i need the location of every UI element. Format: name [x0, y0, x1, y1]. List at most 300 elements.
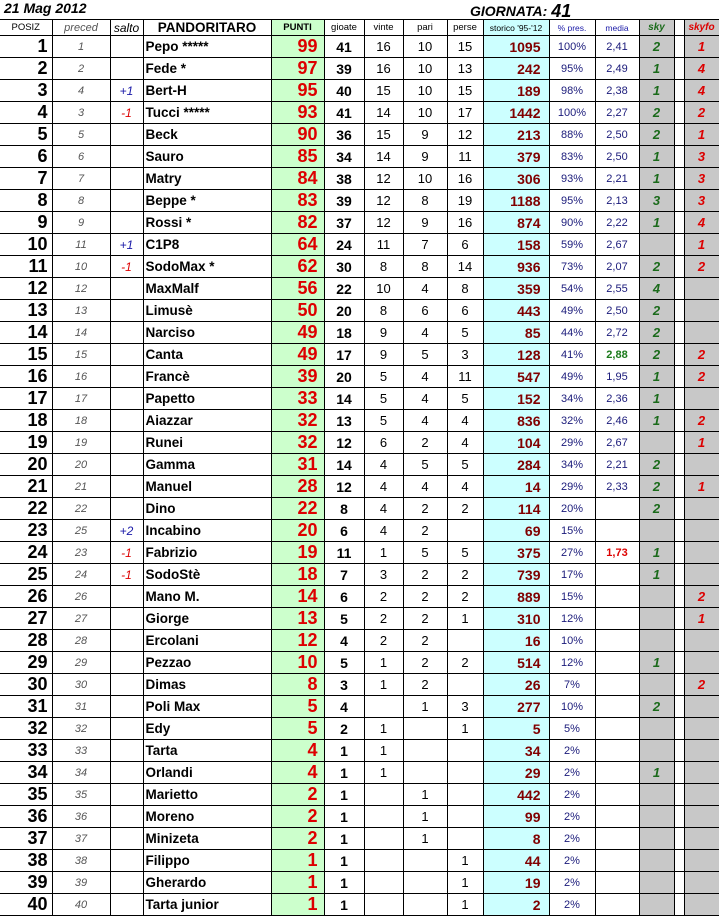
media-cell: 2,13 [595, 190, 639, 212]
name-cell: Marietto [143, 784, 271, 806]
salto-cell [110, 410, 143, 432]
media-cell: 2,33 [595, 476, 639, 498]
storico-cell: 242 [483, 58, 549, 80]
perse-cell: 5 [447, 454, 483, 476]
salto-cell [110, 146, 143, 168]
storico-cell: 99 [483, 806, 549, 828]
gap-cell [674, 630, 684, 652]
position-cell: 3 [0, 80, 52, 102]
gioate-cell: 4 [324, 630, 364, 652]
gioate-cell: 6 [324, 520, 364, 542]
vinte-cell: 12 [364, 212, 403, 234]
pari-cell: 2 [403, 564, 447, 586]
col-pari: pari [403, 20, 447, 36]
media-cell: 2,41 [595, 36, 639, 58]
preced-cell: 5 [52, 124, 110, 146]
media-cell: 2,07 [595, 256, 639, 278]
vinte-cell [364, 784, 403, 806]
punti-cell: 56 [271, 278, 324, 300]
table-row [0, 300, 719, 322]
gioate-cell: 39 [324, 58, 364, 80]
punti-cell: 12 [271, 630, 324, 652]
skyfo-cell: 1 [684, 476, 719, 498]
skyfo-cell: 1 [684, 608, 719, 630]
perse-cell [447, 784, 483, 806]
sky-cell: 1 [639, 80, 674, 102]
name-cell: Francè [143, 366, 271, 388]
preced-cell: 7 [52, 168, 110, 190]
gap-cell [674, 696, 684, 718]
name-cell: SodoMax * [143, 256, 271, 278]
pres-cell: 10% [549, 696, 595, 718]
pari-cell: 8 [403, 190, 447, 212]
gap-cell [674, 850, 684, 872]
position-cell: 14 [0, 322, 52, 344]
preced-cell: 39 [52, 872, 110, 894]
gioate-cell: 5 [324, 652, 364, 674]
giornata-number: 41 [551, 1, 572, 21]
skyfo-cell [684, 740, 719, 762]
pres-cell: 49% [549, 366, 595, 388]
name-cell: Gamma [143, 454, 271, 476]
vinte-cell [364, 806, 403, 828]
col-name: PANDORITARO [143, 20, 271, 36]
skyfo-cell: 2 [684, 674, 719, 696]
name-cell: MaxMalf [143, 278, 271, 300]
sky-cell [639, 630, 674, 652]
position-cell: 19 [0, 432, 52, 454]
preced-cell: 29 [52, 652, 110, 674]
perse-cell: 2 [447, 564, 483, 586]
salto-cell [110, 674, 143, 696]
name-cell: Matry [143, 168, 271, 190]
punti-cell: 28 [271, 476, 324, 498]
position-cell: 33 [0, 740, 52, 762]
media-cell: 2,27 [595, 102, 639, 124]
pres-cell: 29% [549, 432, 595, 454]
table-row [0, 696, 719, 718]
perse-cell: 6 [447, 234, 483, 256]
name-cell: C1P8 [143, 234, 271, 256]
storico-cell: 189 [483, 80, 549, 102]
skyfo-cell [684, 542, 719, 564]
pari-cell: 9 [403, 124, 447, 146]
table-row [0, 344, 719, 366]
preced-cell: 30 [52, 674, 110, 696]
gap-cell [674, 476, 684, 498]
pari-cell: 4 [403, 366, 447, 388]
perse-cell [447, 630, 483, 652]
gap-cell [674, 168, 684, 190]
position-cell: 12 [0, 278, 52, 300]
preced-cell: 23 [52, 542, 110, 564]
pres-cell: 12% [549, 652, 595, 674]
preced-cell: 13 [52, 300, 110, 322]
table-row [0, 476, 719, 498]
sky-cell [639, 608, 674, 630]
table-row [0, 520, 719, 542]
punti-cell: 62 [271, 256, 324, 278]
gap-cell [674, 80, 684, 102]
gioate-cell: 1 [324, 894, 364, 916]
pres-cell: 59% [549, 234, 595, 256]
gioate-cell: 12 [324, 432, 364, 454]
media-cell: 2,50 [595, 124, 639, 146]
pres-cell: 34% [549, 388, 595, 410]
media-cell: 2,50 [595, 300, 639, 322]
gioate-cell: 1 [324, 828, 364, 850]
punti-cell: 85 [271, 146, 324, 168]
sky-cell: 3 [639, 190, 674, 212]
salto-cell: -1 [110, 564, 143, 586]
preced-cell: 28 [52, 630, 110, 652]
storico-cell: 836 [483, 410, 549, 432]
salto-cell: +2 [110, 520, 143, 542]
gioate-cell: 34 [324, 146, 364, 168]
salto-cell [110, 872, 143, 894]
media-cell [595, 652, 639, 674]
pres-cell: 44% [549, 322, 595, 344]
table-row [0, 212, 719, 234]
table-row [0, 102, 719, 124]
perse-cell [447, 740, 483, 762]
perse-cell: 15 [447, 80, 483, 102]
storico-cell: 443 [483, 300, 549, 322]
storico-cell: 104 [483, 432, 549, 454]
position-cell: 9 [0, 212, 52, 234]
salto-cell [110, 388, 143, 410]
sky-cell: 1 [639, 388, 674, 410]
punti-cell: 32 [271, 410, 324, 432]
preced-cell: 18 [52, 410, 110, 432]
storico-cell: 936 [483, 256, 549, 278]
position-cell: 6 [0, 146, 52, 168]
perse-cell: 4 [447, 410, 483, 432]
vinte-cell [364, 894, 403, 916]
salto-cell: -1 [110, 542, 143, 564]
position-cell: 28 [0, 630, 52, 652]
storico-cell: 5 [483, 718, 549, 740]
preced-cell: 38 [52, 850, 110, 872]
gioate-cell: 20 [324, 300, 364, 322]
pari-cell: 10 [403, 36, 447, 58]
pari-cell: 2 [403, 652, 447, 674]
sky-cell: 1 [639, 58, 674, 80]
punti-cell: 99 [271, 36, 324, 58]
skyfo-cell: 3 [684, 190, 719, 212]
media-cell: 2,38 [595, 80, 639, 102]
vinte-cell: 14 [364, 146, 403, 168]
pres-cell: 32% [549, 410, 595, 432]
position-cell: 15 [0, 344, 52, 366]
perse-cell: 1 [447, 850, 483, 872]
vinte-cell: 2 [364, 608, 403, 630]
position-cell: 24 [0, 542, 52, 564]
sky-cell [639, 872, 674, 894]
vinte-cell [364, 696, 403, 718]
name-cell: Rossi * [143, 212, 271, 234]
salto-cell: +1 [110, 234, 143, 256]
perse-cell [447, 674, 483, 696]
sky-cell [639, 718, 674, 740]
gioate-cell: 7 [324, 564, 364, 586]
salto-cell [110, 630, 143, 652]
position-cell: 25 [0, 564, 52, 586]
pres-cell: 27% [549, 542, 595, 564]
position-cell: 26 [0, 586, 52, 608]
skyfo-cell: 2 [684, 102, 719, 124]
media-cell [595, 586, 639, 608]
gap-cell [674, 366, 684, 388]
pari-cell: 5 [403, 344, 447, 366]
skyfo-cell [684, 828, 719, 850]
sky-cell: 2 [639, 476, 674, 498]
punti-cell: 32 [271, 432, 324, 454]
gioate-cell: 6 [324, 586, 364, 608]
preced-cell: 20 [52, 454, 110, 476]
punti-cell: 10 [271, 652, 324, 674]
pres-cell: 2% [549, 762, 595, 784]
skyfo-cell [684, 564, 719, 586]
sky-cell [639, 520, 674, 542]
preced-cell: 15 [52, 344, 110, 366]
perse-cell: 1 [447, 718, 483, 740]
table-row [0, 586, 719, 608]
col-punti: PUNTI [271, 20, 324, 36]
position-cell: 8 [0, 190, 52, 212]
sky-cell: 2 [639, 36, 674, 58]
storico-cell: 442 [483, 784, 549, 806]
gap-cell [674, 586, 684, 608]
vinte-cell: 12 [364, 168, 403, 190]
name-cell: Fede * [143, 58, 271, 80]
perse-cell: 1 [447, 608, 483, 630]
gap-cell [674, 894, 684, 916]
sky-cell: 1 [639, 410, 674, 432]
name-cell: Papetto [143, 388, 271, 410]
media-cell [595, 608, 639, 630]
standings-table [0, 19, 719, 916]
name-cell: Beck [143, 124, 271, 146]
name-cell: Fabrizio [143, 542, 271, 564]
gioate-cell: 1 [324, 784, 364, 806]
media-cell [595, 872, 639, 894]
preced-cell: 3 [52, 102, 110, 124]
salto-cell [110, 278, 143, 300]
punti-cell: 2 [271, 828, 324, 850]
name-cell: Poli Max [143, 696, 271, 718]
gap-cell [674, 872, 684, 894]
pari-cell [403, 872, 447, 894]
storico-cell: 19 [483, 872, 549, 894]
skyfo-cell [684, 762, 719, 784]
pari-cell: 2 [403, 520, 447, 542]
gap-cell [674, 300, 684, 322]
vinte-cell [364, 828, 403, 850]
gioate-cell: 1 [324, 762, 364, 784]
perse-cell: 12 [447, 124, 483, 146]
perse-cell: 16 [447, 212, 483, 234]
salto-cell [110, 784, 143, 806]
page-header [0, 0, 719, 19]
table-row [0, 168, 719, 190]
vinte-cell: 9 [364, 322, 403, 344]
sky-cell: 2 [639, 454, 674, 476]
salto-cell [110, 58, 143, 80]
position-cell: 36 [0, 806, 52, 828]
preced-cell: 6 [52, 146, 110, 168]
media-cell: 2,36 [595, 388, 639, 410]
position-cell: 7 [0, 168, 52, 190]
table-row [0, 762, 719, 784]
punti-cell: 82 [271, 212, 324, 234]
vinte-cell: 16 [364, 36, 403, 58]
punti-cell: 20 [271, 520, 324, 542]
sky-cell [639, 234, 674, 256]
salto-cell [110, 36, 143, 58]
table-row [0, 278, 719, 300]
gioate-cell: 14 [324, 388, 364, 410]
media-cell [595, 674, 639, 696]
gioate-cell: 14 [324, 454, 364, 476]
gap-cell [674, 256, 684, 278]
pres-cell: 10% [549, 630, 595, 652]
vinte-cell: 5 [364, 410, 403, 432]
col-pres: % pres. [549, 20, 595, 36]
salto-cell [110, 696, 143, 718]
perse-cell [447, 806, 483, 828]
position-cell: 27 [0, 608, 52, 630]
sky-cell [639, 740, 674, 762]
storico-cell: 889 [483, 586, 549, 608]
table-row [0, 388, 719, 410]
storico-cell: 379 [483, 146, 549, 168]
skyfo-cell: 2 [684, 256, 719, 278]
gioate-cell: 12 [324, 476, 364, 498]
vinte-cell: 5 [364, 388, 403, 410]
position-cell: 21 [0, 476, 52, 498]
storico-cell: 34 [483, 740, 549, 762]
skyfo-cell [684, 630, 719, 652]
name-cell: Runei [143, 432, 271, 454]
gap-cell [674, 322, 684, 344]
salto-cell [110, 212, 143, 234]
media-cell: 2,22 [595, 212, 639, 234]
name-cell: Dino [143, 498, 271, 520]
punti-cell: 14 [271, 586, 324, 608]
salto-cell [110, 322, 143, 344]
name-cell: Tucci ***** [143, 102, 271, 124]
pres-cell: 93% [549, 168, 595, 190]
pres-cell: 12% [549, 608, 595, 630]
pres-cell: 15% [549, 586, 595, 608]
media-cell: 1,95 [595, 366, 639, 388]
sky-cell: 2 [639, 322, 674, 344]
sky-cell: 1 [639, 366, 674, 388]
sky-cell: 2 [639, 696, 674, 718]
storico-cell: 69 [483, 520, 549, 542]
gioate-cell: 20 [324, 366, 364, 388]
pari-cell: 5 [403, 542, 447, 564]
salto-cell [110, 476, 143, 498]
storico-cell: 547 [483, 366, 549, 388]
skyfo-cell: 1 [684, 432, 719, 454]
vinte-cell: 12 [364, 190, 403, 212]
table-row [0, 366, 719, 388]
date-label: 21 Mag 2012 [4, 0, 87, 16]
media-cell: 2,67 [595, 432, 639, 454]
vinte-cell: 5 [364, 366, 403, 388]
preced-cell: 27 [52, 608, 110, 630]
name-cell: Mano M. [143, 586, 271, 608]
name-cell: Pezzao [143, 652, 271, 674]
storico-cell: 128 [483, 344, 549, 366]
gap-cell [674, 36, 684, 58]
media-cell [595, 762, 639, 784]
preced-cell: 25 [52, 520, 110, 542]
pres-cell: 95% [549, 190, 595, 212]
storico-cell: 514 [483, 652, 549, 674]
pres-cell: 2% [549, 806, 595, 828]
perse-cell: 17 [447, 102, 483, 124]
position-cell: 34 [0, 762, 52, 784]
gioate-cell: 11 [324, 542, 364, 564]
name-cell: Incabino [143, 520, 271, 542]
name-cell: Beppe * [143, 190, 271, 212]
vinte-cell: 1 [364, 762, 403, 784]
storico-cell: 310 [483, 608, 549, 630]
preced-cell: 17 [52, 388, 110, 410]
gap-cell [674, 784, 684, 806]
vinte-cell: 8 [364, 256, 403, 278]
vinte-cell: 15 [364, 124, 403, 146]
table-row [0, 190, 719, 212]
table-row [0, 36, 719, 58]
skyfo-cell [684, 454, 719, 476]
gap-cell [674, 410, 684, 432]
storico-cell: 85 [483, 322, 549, 344]
position-cell: 17 [0, 388, 52, 410]
vinte-cell: 8 [364, 300, 403, 322]
position-cell: 32 [0, 718, 52, 740]
skyfo-cell [684, 806, 719, 828]
vinte-cell: 10 [364, 278, 403, 300]
name-cell: Edy [143, 718, 271, 740]
punti-cell: 64 [271, 234, 324, 256]
perse-cell: 5 [447, 388, 483, 410]
col-media: media [595, 20, 639, 36]
salto-cell [110, 608, 143, 630]
salto-cell [110, 454, 143, 476]
punti-cell: 33 [271, 388, 324, 410]
position-cell: 37 [0, 828, 52, 850]
salto-cell [110, 718, 143, 740]
vinte-cell: 16 [364, 58, 403, 80]
storico-cell: 26 [483, 674, 549, 696]
punti-cell: 1 [271, 894, 324, 916]
table-row [0, 740, 719, 762]
name-cell: Limusè [143, 300, 271, 322]
table-row [0, 124, 719, 146]
perse-cell: 1 [447, 872, 483, 894]
sky-cell [639, 586, 674, 608]
table-row [0, 146, 719, 168]
preced-cell: 21 [52, 476, 110, 498]
preced-cell: 35 [52, 784, 110, 806]
skyfo-cell: 1 [684, 234, 719, 256]
media-cell: 2,67 [595, 234, 639, 256]
pres-cell: 90% [549, 212, 595, 234]
